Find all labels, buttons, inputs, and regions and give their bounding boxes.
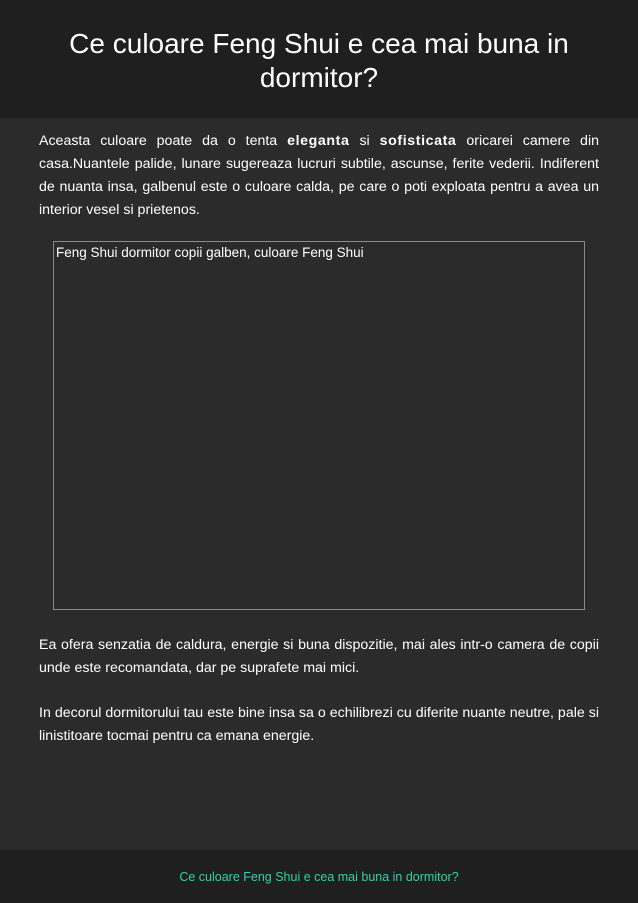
intro-text-before: Aceasta culoare poate da o tenta xyxy=(39,133,288,149)
article-image xyxy=(53,241,585,610)
paragraph-2: Ea ofera senzatia de caldura, energie si buna dispozitie, mai ales intr-o camera de copii unde este recomandata, dar pe suprafete mai mici. xyxy=(39,637,599,676)
paragraph-3: In decorul dormitorului tau este bine insa sa o echilibrezi cu diferite nuante neutre, pale si linistitoare tocmai pentru ca emana energie. xyxy=(39,705,599,744)
article-content xyxy=(0,118,638,850)
footer-title-link[interactable]: Ce culoare Feng Shui e cea mai buna in dormitor? xyxy=(179,870,459,884)
page-title: Ce culoare Feng Shui e cea mai buna in dormitor? xyxy=(69,28,569,93)
page-header xyxy=(0,0,638,118)
intro-text-middle: si xyxy=(349,133,380,149)
bold-word-sofisticata: sofisticata xyxy=(379,133,457,149)
intro-paragraph xyxy=(39,130,599,222)
intro-text-after: oricarei camere din casa.Nuantele palide, lunare sugereaza lucruri subtile, ascunse, ferite vederii. Indiferent de nuanta insa, galbenul este o culoare calda, pe care o poti exploata pentru a avea un interior vesel si prietenos. xyxy=(39,133,599,218)
image-alt-text: Feng Shui dormitor copii galben, culoare Feng Shui xyxy=(56,245,364,260)
page-footer xyxy=(0,850,638,903)
bold-word-eleganta: eleganta xyxy=(287,133,350,149)
